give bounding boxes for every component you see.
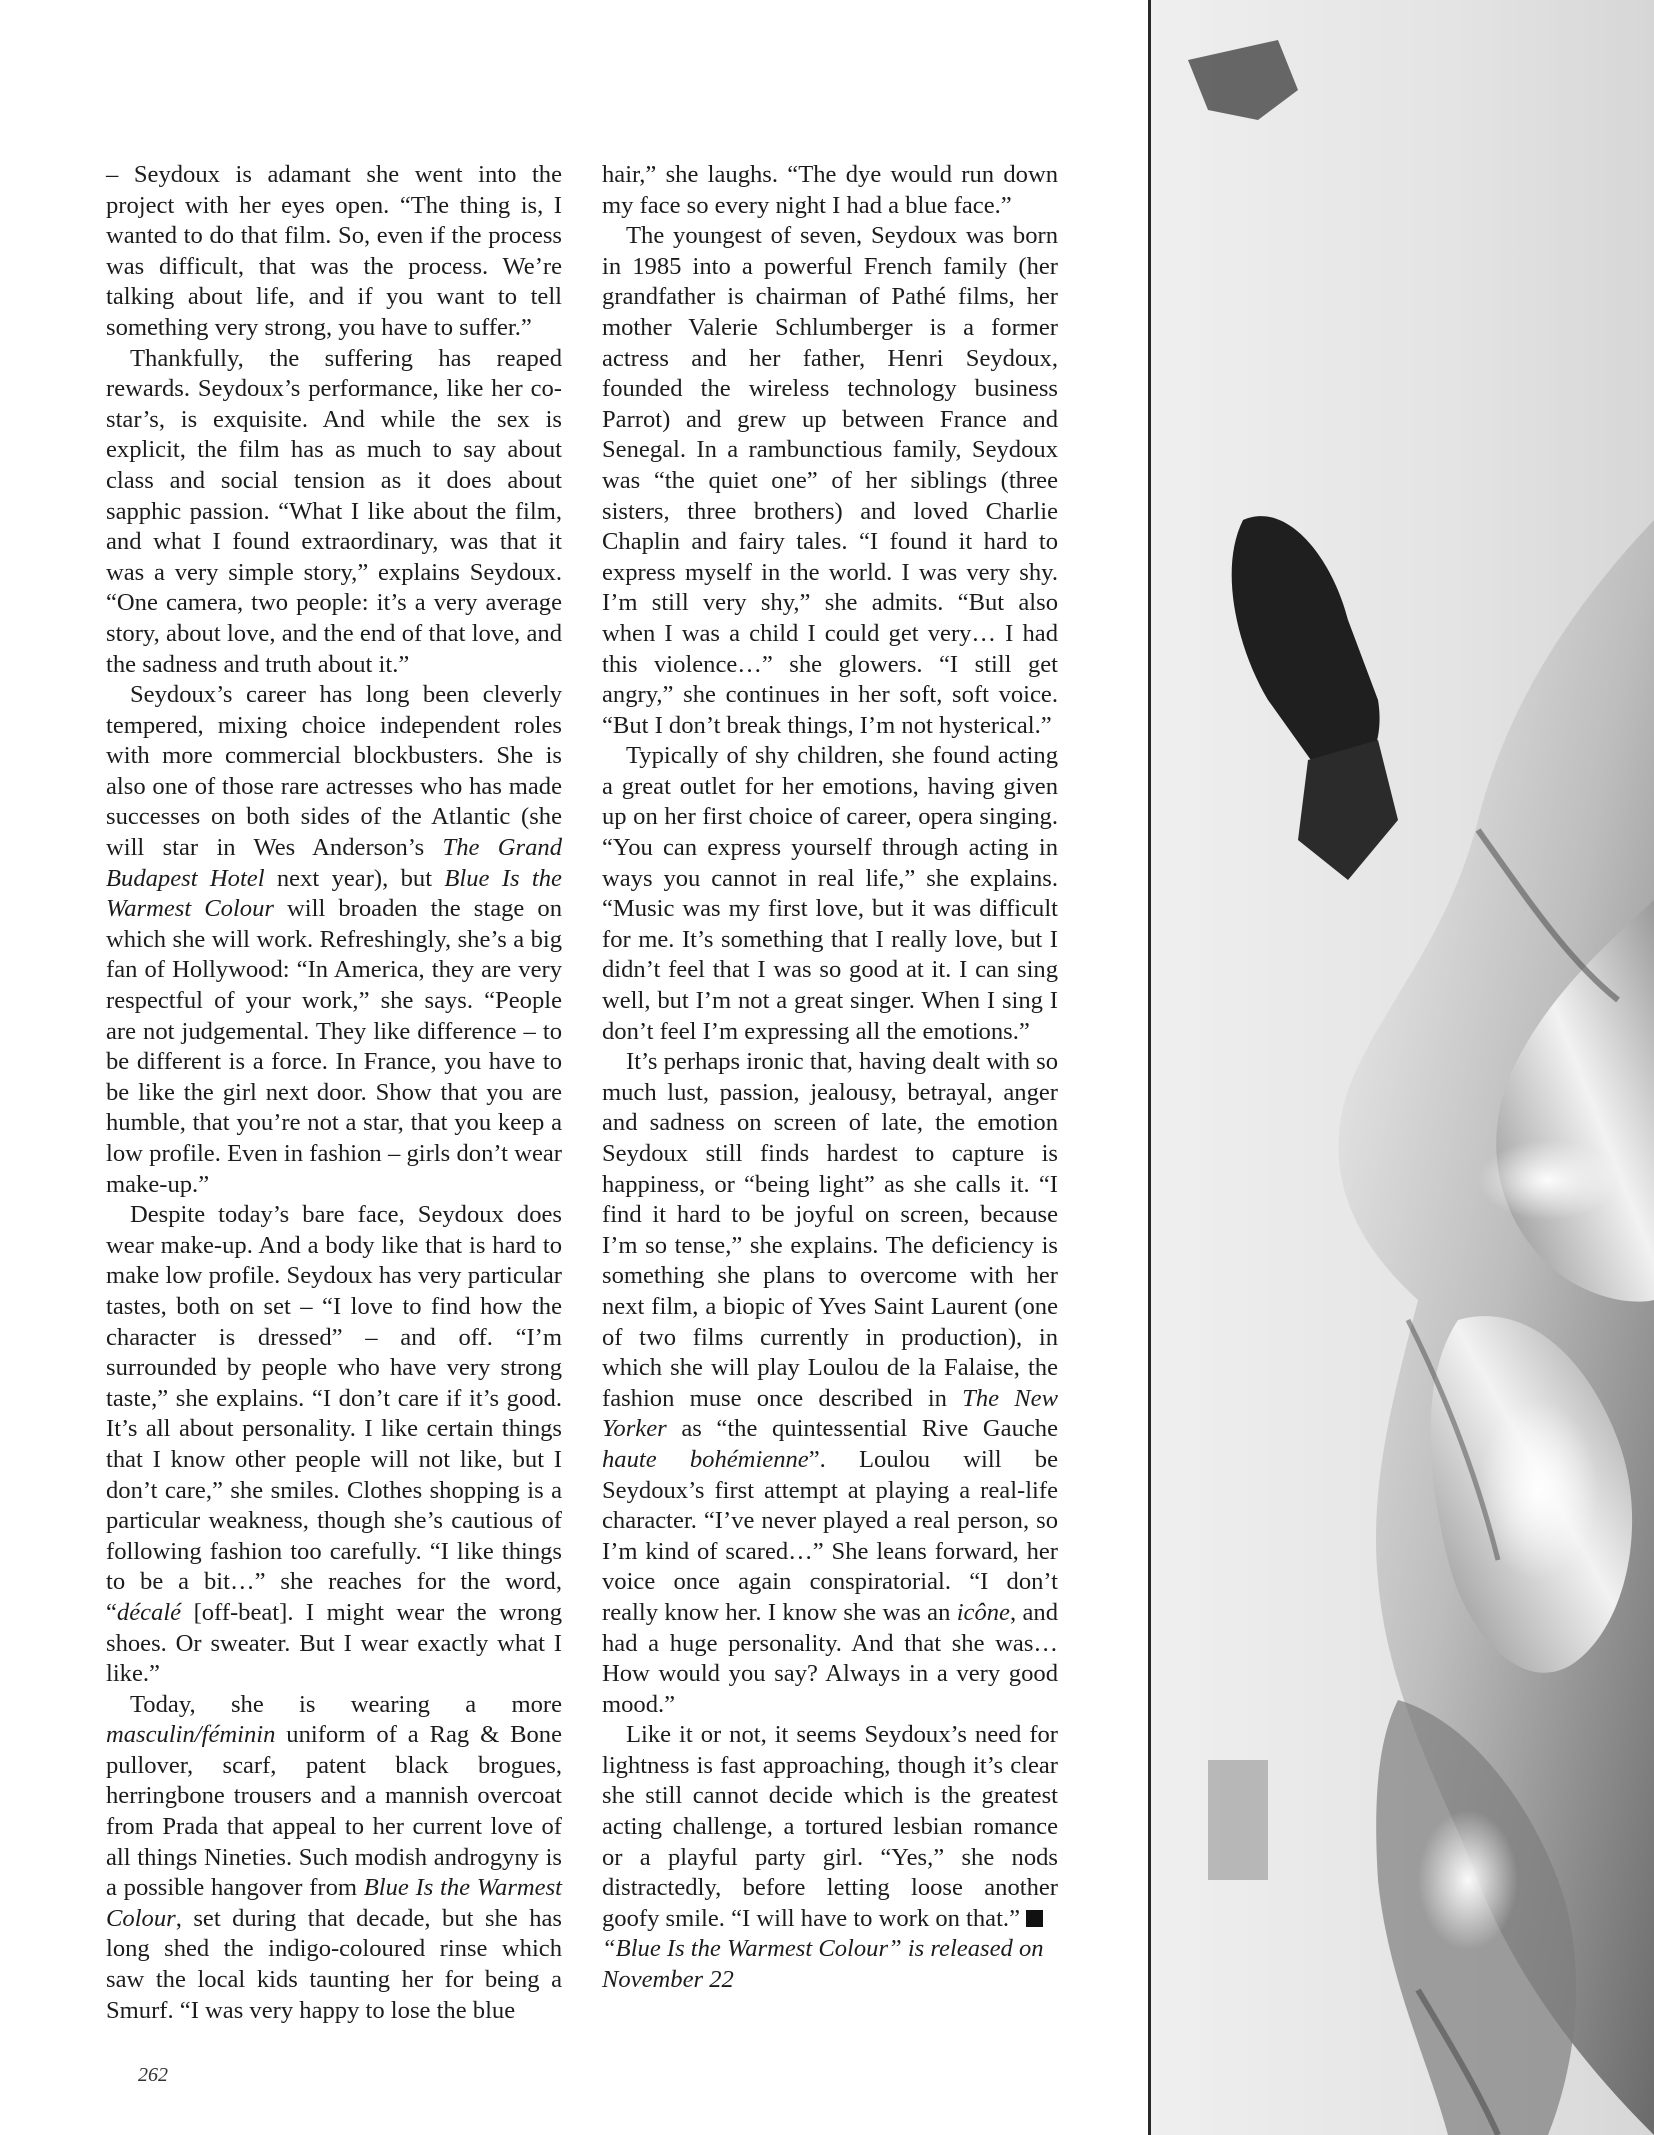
- italic-title: icône: [956, 1598, 1010, 1626]
- text-run: , set during that decade, but she has long shed the indigo-coloured rinse which saw the local kids taunting her for being a Smurf. “I was very happy to lose the blue: [106, 1904, 562, 2024]
- release-credit: “Blue Is the Warmest Colour” is released on November 22: [602, 1935, 1044, 1994]
- text-run: Seydoux’s career has long been cleverly tempered, mixing choice independent roles with more commercial blockbusters. She is also one of those rare actresses who has made successes on both sides of the Atlantic (she will star in Wes Anderson’s: [106, 681, 562, 862]
- article-paragraph: [106, 680, 562, 1200]
- article-paragraph: [602, 1047, 1058, 1720]
- italic-title: The New Yorker: [602, 1384, 1058, 1443]
- text-run: , and had a huge personality. And that she was… How would you say? Always in a very good mood.”: [602, 1598, 1058, 1718]
- article-paragraph: [602, 221, 1058, 741]
- article-column-left: [106, 160, 562, 2026]
- photo-edge: [1148, 0, 1151, 2135]
- italic-title: décalé: [116, 1598, 182, 1626]
- article-paragraph: [602, 741, 1058, 1047]
- article-paragraph: [106, 160, 562, 344]
- italic-title: haute bohémienne: [602, 1445, 809, 1473]
- text-run: It’s perhaps ironic that, having dealt with so much lust, passion, jealousy, betrayal, anger and sadness on screen of late, the emotion Seydoux still finds hardest to capture is happiness, or “being light” as she calls it. “I find it hard to be joyful on screen, because I’m so tense,” she explains. The deficiency is something she plans to overcome with her next film, a biopic of Yves Saint Laurent (one of two films currently in production), in which she will play Loulou de la Falaise, the fashion muse once described in: [602, 1048, 1058, 1412]
- text-run: hair,” she laughs. “The dye would run down my face so every night I had a blue face.”: [602, 161, 1058, 219]
- italic-title: Blue Is the Warmest Colour: [106, 864, 562, 923]
- text-run: [off-beat]. I might wear the wrong shoes. Or sweater. But I wear exactly what I like.”: [106, 1598, 562, 1688]
- text-run: as “the quintessential Rive Gauche: [666, 1415, 1058, 1443]
- italic-title: Blue Is the Warmest Colour: [106, 1874, 563, 1932]
- text-run: uniform of a Rag & Bone pullover, scarf, patent black brogues, herringbone trousers and a mannish overcoat from Prada that appeal to her current love of all things Nineties. Such modish androgyny is a possible hangover from: [106, 1721, 562, 1902]
- text-run: Today, she is wearing a more: [130, 1690, 562, 1718]
- silk-highlight-3: [1418, 1810, 1518, 1950]
- text-run: Typically of shy children, she found acting a great outlet for her emotions, having given up on her first choice of career, opera singing. “You can express yourself through acting in ways you cannot in real life,” she explains. “Music was my first love, but it was difficult for me. It’s something that I really love, but I didn’t feel that I was so good at it. I can sing well, but I’m not a great singer. When I sing I don’t feel I’m expressing all the emotions.”: [602, 742, 1058, 1045]
- end-of-article-mark: [1026, 1910, 1043, 1927]
- text-run: Thankfully, the suffering has reaped rewards. Seydoux’s performance, like her co-star’s, is exquisite. And while the sex is explicit, the film has as much to say about class and social tension as it does about sapphic passion. “What I like about the film, and what I found extraordinary, was that it was a very simple story,” explains Seydoux. “One camera, two people: it’s a very average story, about love, and the end of that love, and the sadness and truth about it.”: [106, 344, 562, 678]
- article-paragraph: [602, 160, 1058, 221]
- silk-highlight: [1478, 1140, 1618, 1220]
- text-run: The youngest of seven, Seydoux was born in 1985 into a powerful French family (her grandfather is chairman of Pathé films, her mother Valerie Schlumberger is a former actress and her father, Henri Seydoux, founded the wireless technology business Parrot) and grew up between France and Senegal. In a rambunctious family, Seydoux was “the quiet one” of her siblings (three sisters, three brothers) and loved Charlie Chaplin and fairy tales. “I found it hard to express myself in the world. I was very shy. I’m still very shy,” she admits. “But also when I was a child I could get very… I had this violence…” she glowers. “I still get angry,” she continues in her soft, soft voice. “But I don’t break things, I’m not hysterical.”: [602, 222, 1058, 739]
- text-run: – Seydoux is adamant she went into the project with her eyes open. “The thing is, I wanted to do that film. So, even if the process was difficult, that was the process. We’re talking about life, and if you want to tell something very strong, you have to suffer.”: [106, 161, 562, 341]
- page-number: 262: [138, 2064, 168, 2086]
- italic-title: The Grand Budapest Hotel: [106, 834, 562, 892]
- article-paragraph: [106, 344, 562, 681]
- article-column-right: [602, 160, 1058, 1996]
- text-run: ”. Loulou will be Seydoux’s first attempt at playing a real-life character. “I’ve never played a real person, so I’m kind of scared…” She leans forward, her voice once again conspiratorial. “I don’t really know her. I know she was an: [602, 1445, 1058, 1626]
- text-run: Despite today’s bare face, Seydoux does wear make-up. And a body like that is hard to make low profile. Seydoux has very particular tastes, both on set – “I love to find how the character is dressed” – and off. “I’m surrounded by people who have very strong taste,” she explains. “I don’t care if it’s good. It’s all about personality. I like certain things that I know other people will not like, but I don’t care,” she smiles. Clothes shopping is a particular weakness, though she’s cautious of following fashion too carefully. “I like things to be a bit…” she reaches for the word, “: [106, 1201, 562, 1626]
- text-run: will broaden the stage on which she will work. Refreshingly, she’s a big fan of Hollywood: “In America, they are very respectful of your work,” she says. “People are not judgemental. They like difference – to be different is a force. In France, you have to be like the girl next door. Show that you are humble, that you’re not a star, that you keep a low profile. Even in fashion – girls don’t wear make-up.”: [106, 895, 563, 1198]
- italic-title: masculin/féminin: [106, 1721, 276, 1749]
- text-run: Like it or not, it seems Seydoux’s need for lightness is fast approaching, though it’s clear she still cannot decide which is the greatest acting challenge, a tortured lesbian romance or a playful party girl. “Yes,” she nods distractedly, before letting loose another goofy smile. “I will have to work on that.”: [602, 1721, 1058, 1932]
- wall-detail: [1208, 1760, 1268, 1880]
- article-paragraph: [106, 1690, 562, 2027]
- article-paragraph: [602, 1720, 1058, 1934]
- text-run: next year), but: [264, 864, 445, 892]
- editorial-photo: [1148, 0, 1654, 2135]
- article-paragraph: [106, 1200, 562, 1690]
